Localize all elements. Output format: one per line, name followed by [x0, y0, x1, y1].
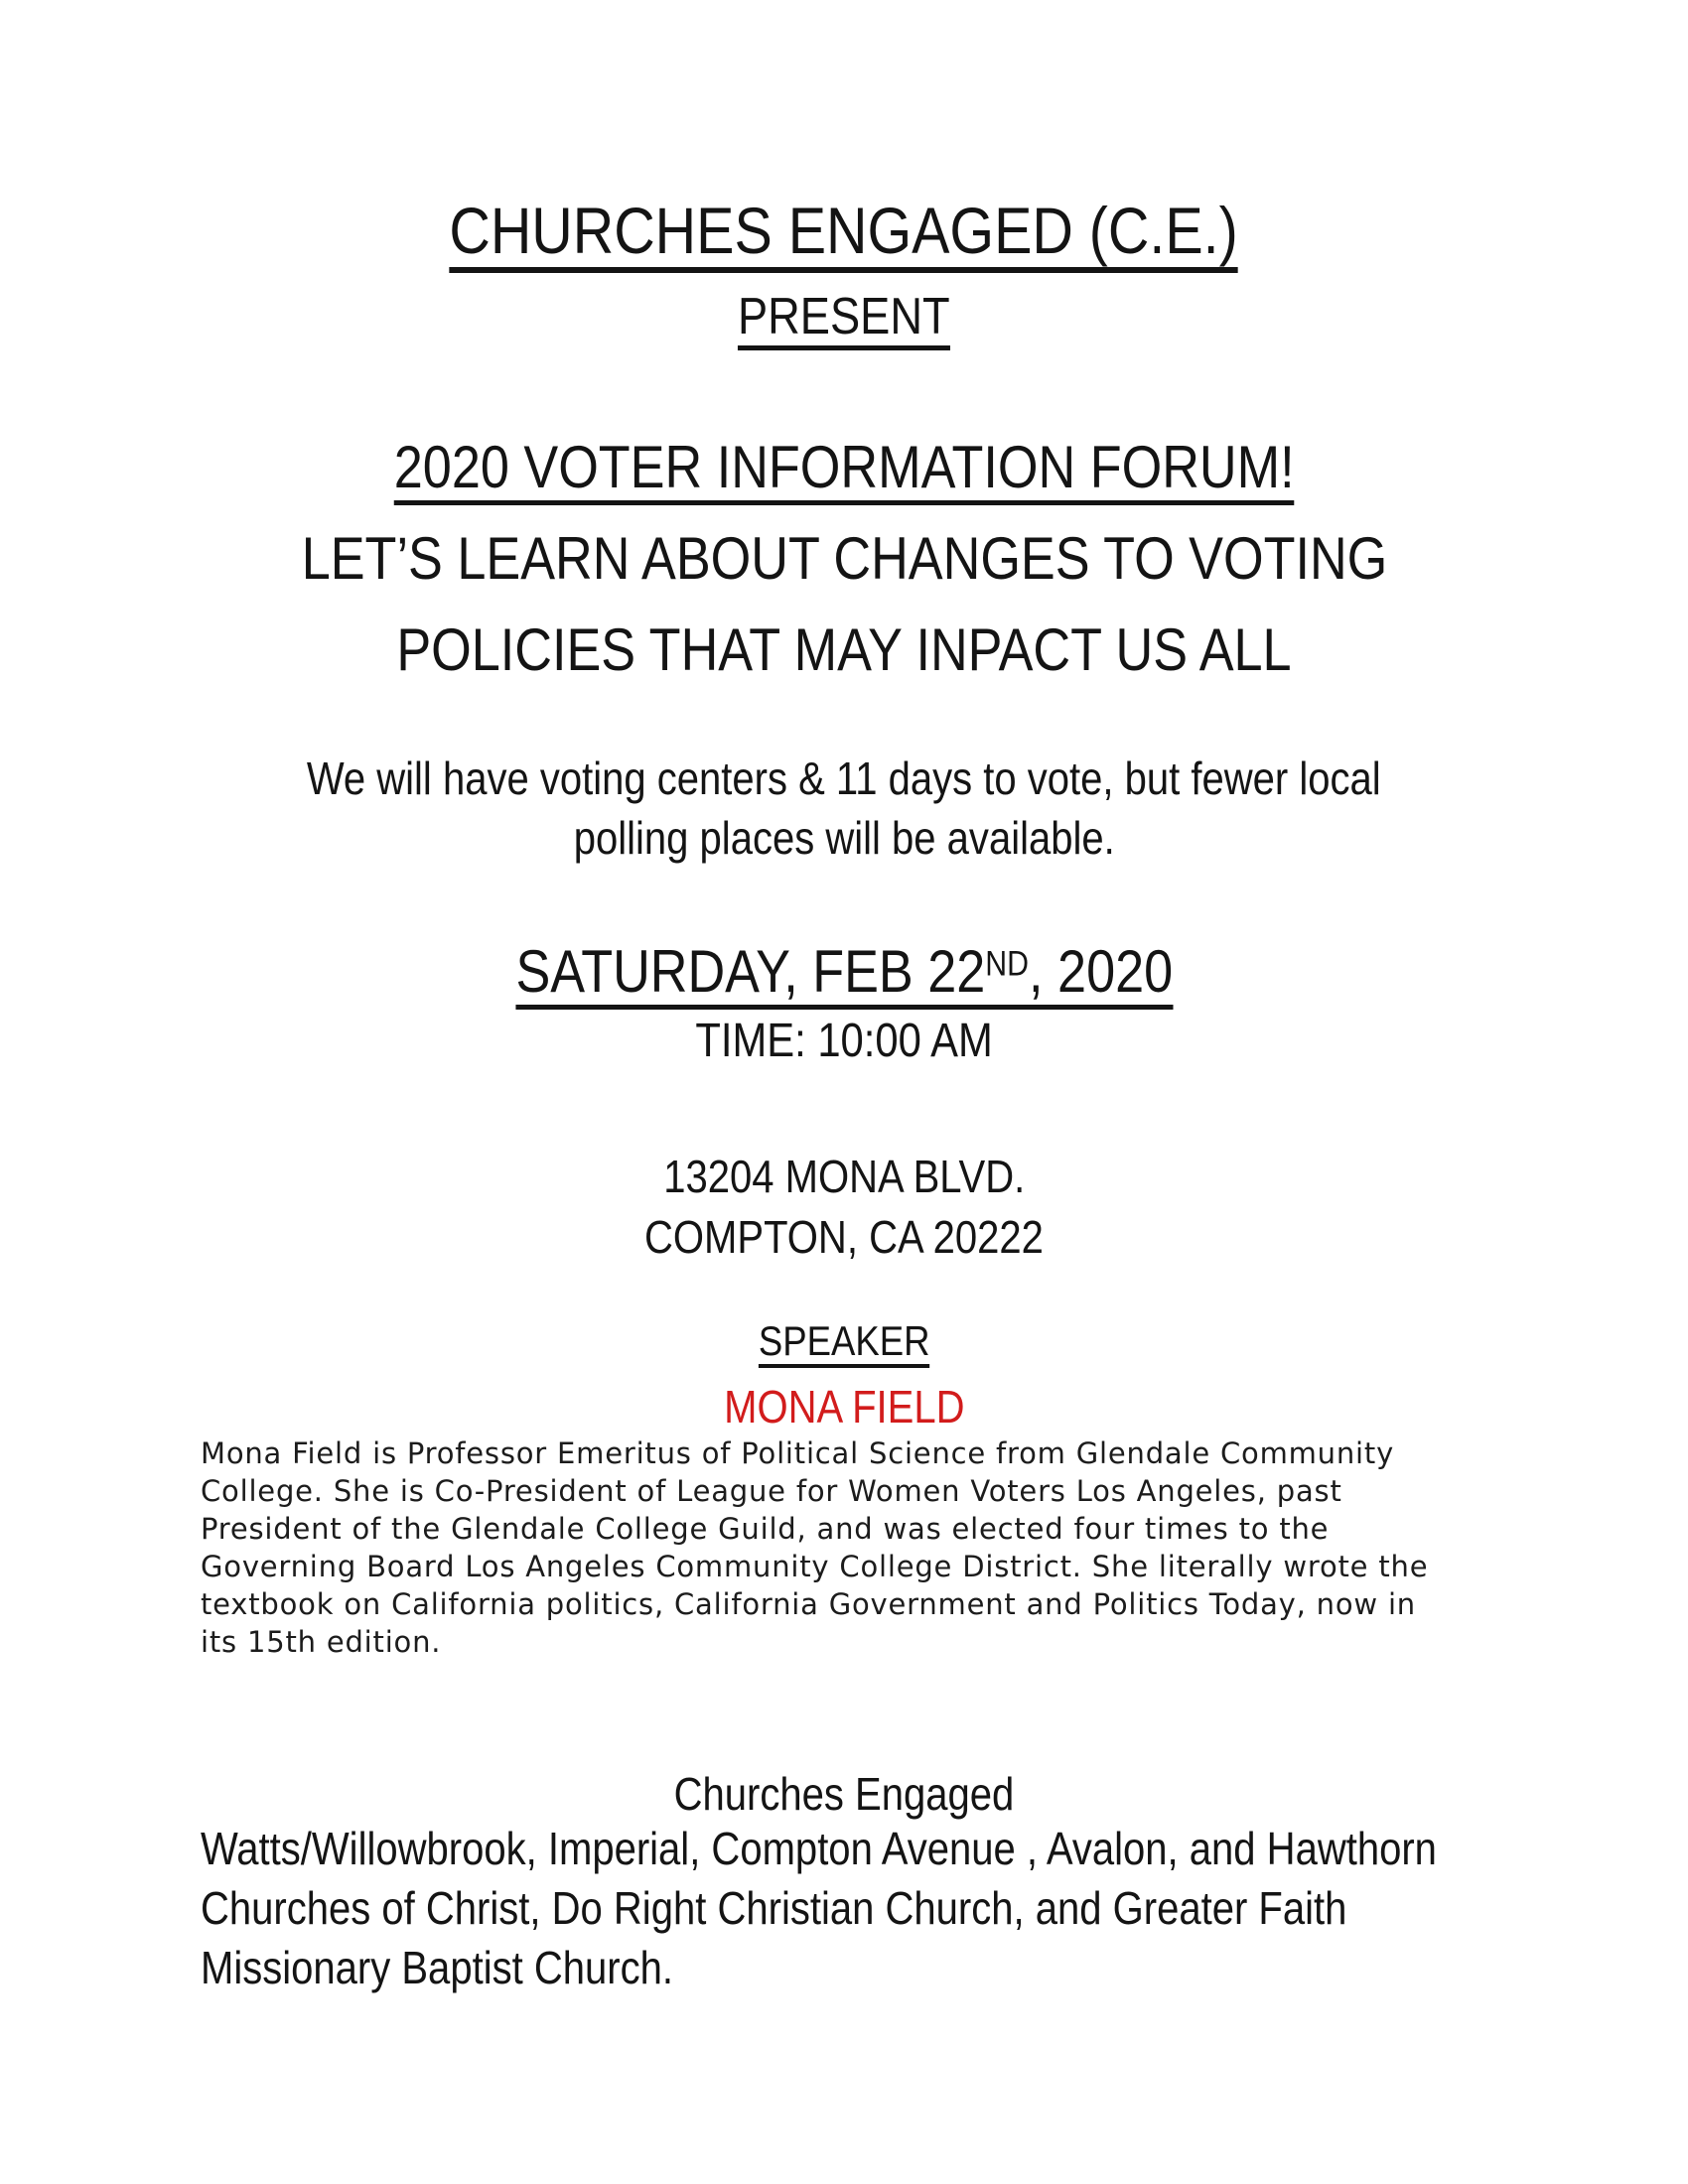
- event-date-text: [515, 938, 1173, 1010]
- address-line-2: COMPTON, CA 20222: [644, 1211, 1044, 1263]
- event-time: TIME: 10:00 AM: [695, 1015, 993, 1067]
- forum-heading: [0, 422, 1688, 696]
- bio-line-2: College. She is Co-President of League for Women Voters Los Angeles, past: [201, 1474, 1342, 1508]
- subtitle-text: PRESENT: [738, 288, 950, 350]
- bio-line-6: its 15th edition.: [201, 1625, 442, 1659]
- church-line-2: Churches of Christ, Do Right Christian Church, and Greater Faith: [201, 1882, 1347, 1934]
- footer-heading: Churches Engaged: [673, 1768, 1015, 1820]
- bio-line-1: Mona Field is Professor Emeritus of Political Science from Glendale Community: [201, 1436, 1395, 1470]
- date-superscript: ND: [984, 944, 1029, 983]
- subtitle: [0, 287, 1688, 346]
- speaker-label: SPEAKER: [0, 1316, 1688, 1366]
- speaker-bio: [0, 1434, 1688, 1661]
- forum-line-1: 2020 VOTER INFORMATION FORUM!: [0, 422, 1688, 513]
- title: [0, 193, 1688, 268]
- event-date: [0, 928, 1688, 1008]
- forum-line-2: LET’S LEARN ABOUT CHANGES TO VOTING: [301, 525, 1387, 592]
- speaker-name: MONA FIELD: [723, 1381, 965, 1433]
- date-prefix: SATURDAY, FEB 22: [515, 937, 985, 1005]
- bio-line-3: President of the Glendale College Guild, and was elected four times to the: [201, 1512, 1330, 1546]
- notice-line-1: We will have voting centers & 11 days to vote, but fewer local: [307, 752, 1381, 804]
- notice: [0, 749, 1688, 868]
- church-list: [0, 1819, 1688, 1997]
- event-address: [0, 1147, 1688, 1268]
- bio-line-5: textbook on California politics, California Government and Politics Today, now in: [201, 1587, 1416, 1621]
- notice-line-2: polling places will be available.: [573, 812, 1115, 864]
- church-line-1: Watts/Willowbrook, Imperial, Compton Avenue , Avalon, and Hawthorn: [201, 1823, 1437, 1874]
- title-text: CHURCHES ENGAGED (C.E.): [450, 194, 1238, 273]
- address-line-1: 13204 MONA BLVD.: [662, 1151, 1026, 1202]
- forum-line-3: POLICIES THAT MAY INPACT US ALL: [396, 616, 1292, 683]
- church-line-3: Missionary Baptist Church.: [201, 1942, 673, 1993]
- bio-line-4: Governing Board Los Angeles Community College District. She literally wrote the: [201, 1550, 1429, 1583]
- date-suffix: , 2020: [1028, 937, 1173, 1005]
